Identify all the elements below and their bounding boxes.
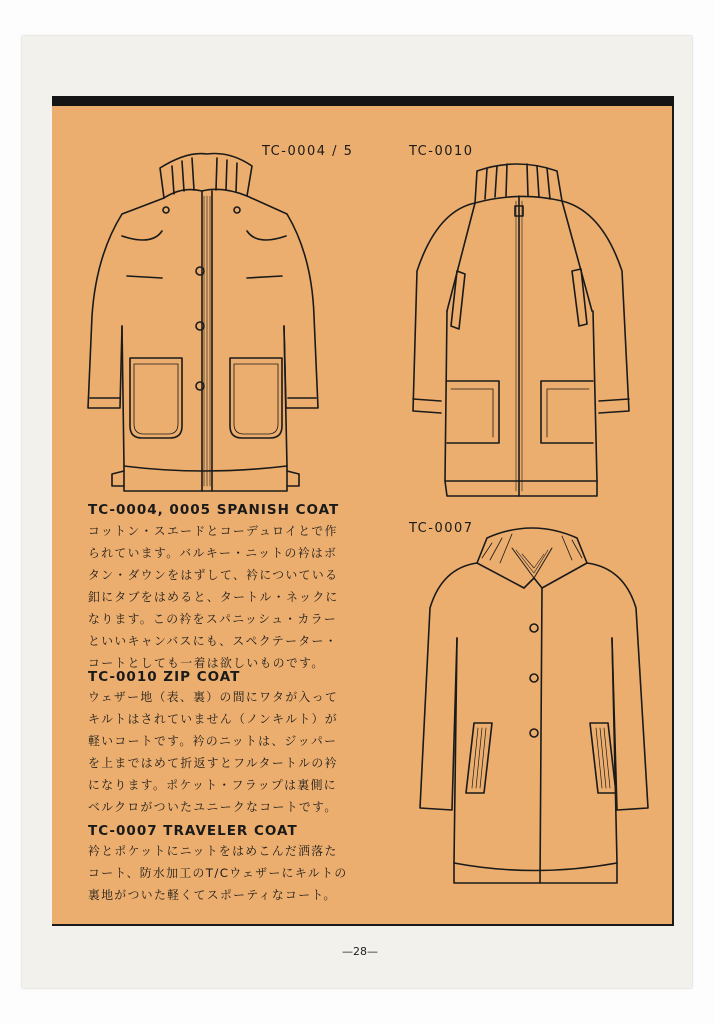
illustration-code-spanish: TC-0004 / 5 [262,144,354,159]
traveler-coat-illustration [412,518,657,893]
section-body-spanish-coat: コットン・スエードとコーデュロイとで作 られています。バルキー・ニットの衿はボ タン・ダウンをはずして、衿についている 釦にタブをはめると、タートル・ネックに なります。この衿をスパニッシュ・カラー といいキャンバスにも、スペクテーター・ コートとしても一着は欲しいものです。 [88,524,339,670]
section-heading-zip-coat: TC-0010 ZIP COAT [88,669,241,685]
illustration-code-traveler: TC-0007 [409,521,474,536]
section-heading-traveler-coat: TC-0007 TRAVELER COAT [88,823,298,839]
catalog-panel [52,106,674,926]
section-body-traveler-coat: 衿とポケットにニットをはめこんだ洒落た コート、防水加工のT/Cウェザーにキルトの 裏地がついた軽くてスポーティなコート。 [88,844,348,902]
page-number: —28— [342,945,378,958]
illustration-code-zip: TC-0010 [409,144,474,159]
zip-coat-illustration [407,151,637,511]
section-body-zip-coat: ウェザー地（表、裏）の間にワタが入って キルトはされていません（ノンキルト）が 軽いコートです。衿のニットは、ジッパー を上まではめて折返すとフルタートルの衿 になります。ポケット・フラップは裏側に ベルクロがついたユニークなコートです。 [88,690,339,814]
top-rule [52,96,674,106]
spanish-coat-illustration [82,136,322,506]
section-heading-spanish-coat: TC-0004, 0005 SPANISH COAT [88,502,340,518]
